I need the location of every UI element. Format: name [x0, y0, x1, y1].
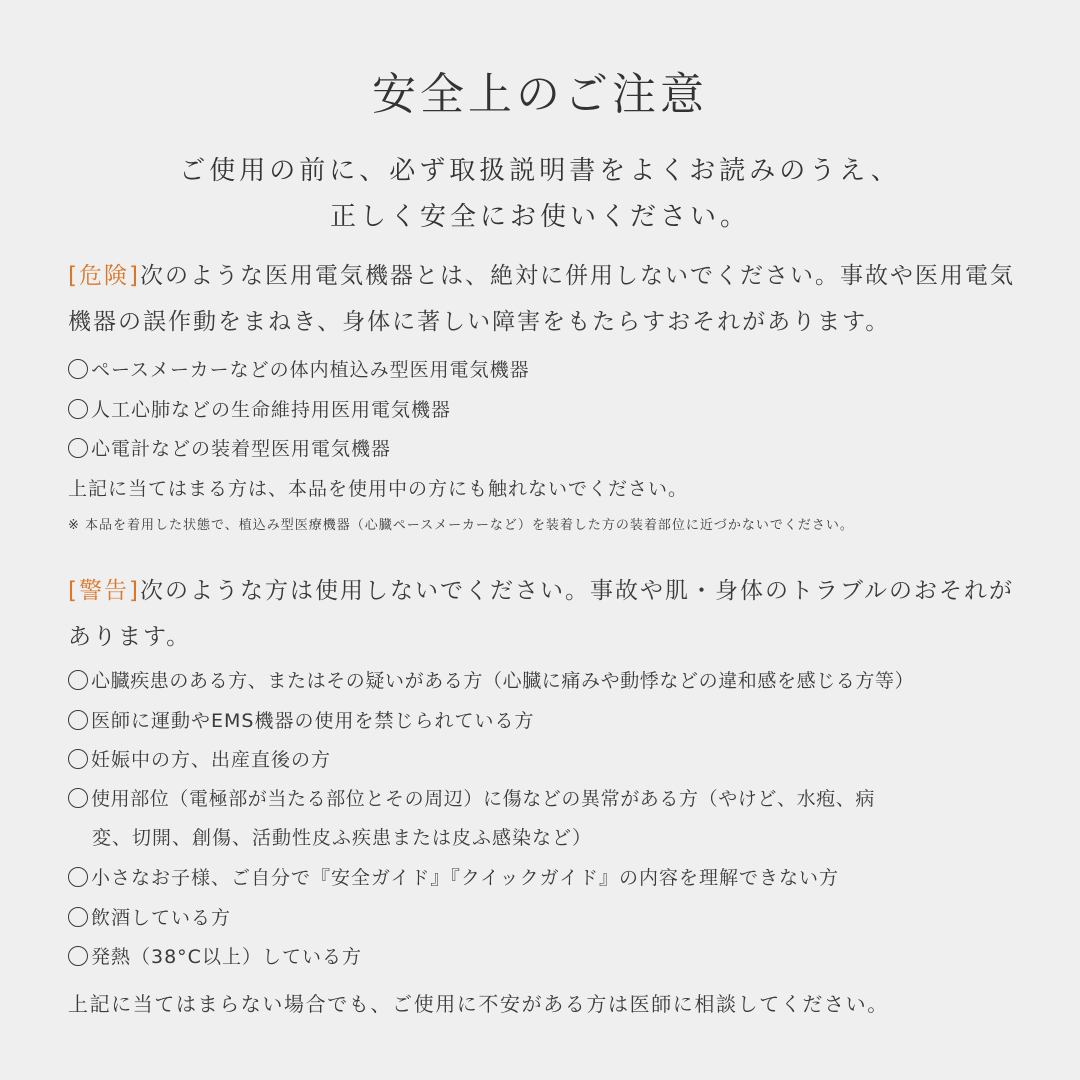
circle-bullet-icon	[68, 399, 88, 419]
warning-item-4: 使用部位（電極部が当たる部位とその周辺）に傷などの異常がある方（やけど、水疱、病	[68, 784, 875, 811]
subtitle-line-1: ご使用の前に、必ず取扱説明書をよくお読みのうえ、	[179, 156, 901, 186]
danger-item-2: 人工心肺などの生命維持用医用電気機器	[68, 395, 451, 422]
danger-item-1: ペースメーカーなどの体内植込み型医用電気機器	[68, 355, 530, 382]
warning-item-6: 飲酒している方	[68, 903, 231, 930]
warning-item-1: 心臓疾患のある方、またはその疑いがある方（心臓に痛みや動悸などの違和感を感じる方等）	[68, 666, 914, 693]
subtitle-line-2: 正しく安全にお使いください。	[329, 202, 750, 232]
circle-bullet-icon	[68, 946, 88, 966]
circle-bullet-icon	[68, 438, 88, 458]
circle-bullet-icon	[68, 359, 88, 379]
circle-bullet-icon	[68, 710, 88, 730]
circle-bullet-icon	[68, 867, 88, 887]
danger-after-text: 上記に当てはまる方は、本品を使用中の方にも触れないでください。	[68, 478, 689, 500]
warning-item-4-continued: 変、切開、創傷、活動性皮ふ疾患または皮ふ感染など）	[92, 827, 593, 849]
warning-tag: [警告]	[68, 578, 140, 604]
warning-item-2: 医師に運動やEMS機器の使用を禁じられている方	[68, 706, 534, 733]
warning-item-3: 妊娠中の方、出産直後の方	[68, 745, 331, 772]
danger-item-3: 心電計などの装着型医用電気機器	[68, 434, 391, 461]
warning-paragraph	[68, 568, 1018, 660]
warning-text: 次のような方は使用しないでください。事故や肌・身体のトラブルのおそれがあります。	[68, 578, 1015, 650]
page-title: 安全上のご注意	[372, 69, 708, 120]
danger-paragraph	[68, 253, 1018, 345]
circle-bullet-icon	[68, 788, 88, 808]
danger-text: 次のような医用電気機器とは、絶対に併用しないでください。事故や医用電気機器の誤作動をまねき、身体に著しい障害をもたらすおそれがあります。	[68, 263, 1015, 335]
circle-bullet-icon	[68, 749, 88, 769]
circle-bullet-icon	[68, 907, 88, 927]
warning-item-7: 発熱（38°C以上）している方	[68, 942, 362, 969]
danger-note: ※ 本品を着用した状態で、植込み型医療機器（心臓ペースメーカーなど）を装着した方の装着部位に近づかないでください。	[68, 518, 854, 533]
final-advice-text: 上記に当てはまらない場合でも、ご使用に不安がある方は医師に相談してください。	[68, 992, 889, 1016]
danger-tag: [危険]	[68, 263, 140, 289]
circle-bullet-icon	[68, 670, 88, 690]
warning-item-5: 小さなお子様、ご自分で『安全ガイド』『クイックガイド』の内容を理解できない方	[68, 863, 839, 890]
